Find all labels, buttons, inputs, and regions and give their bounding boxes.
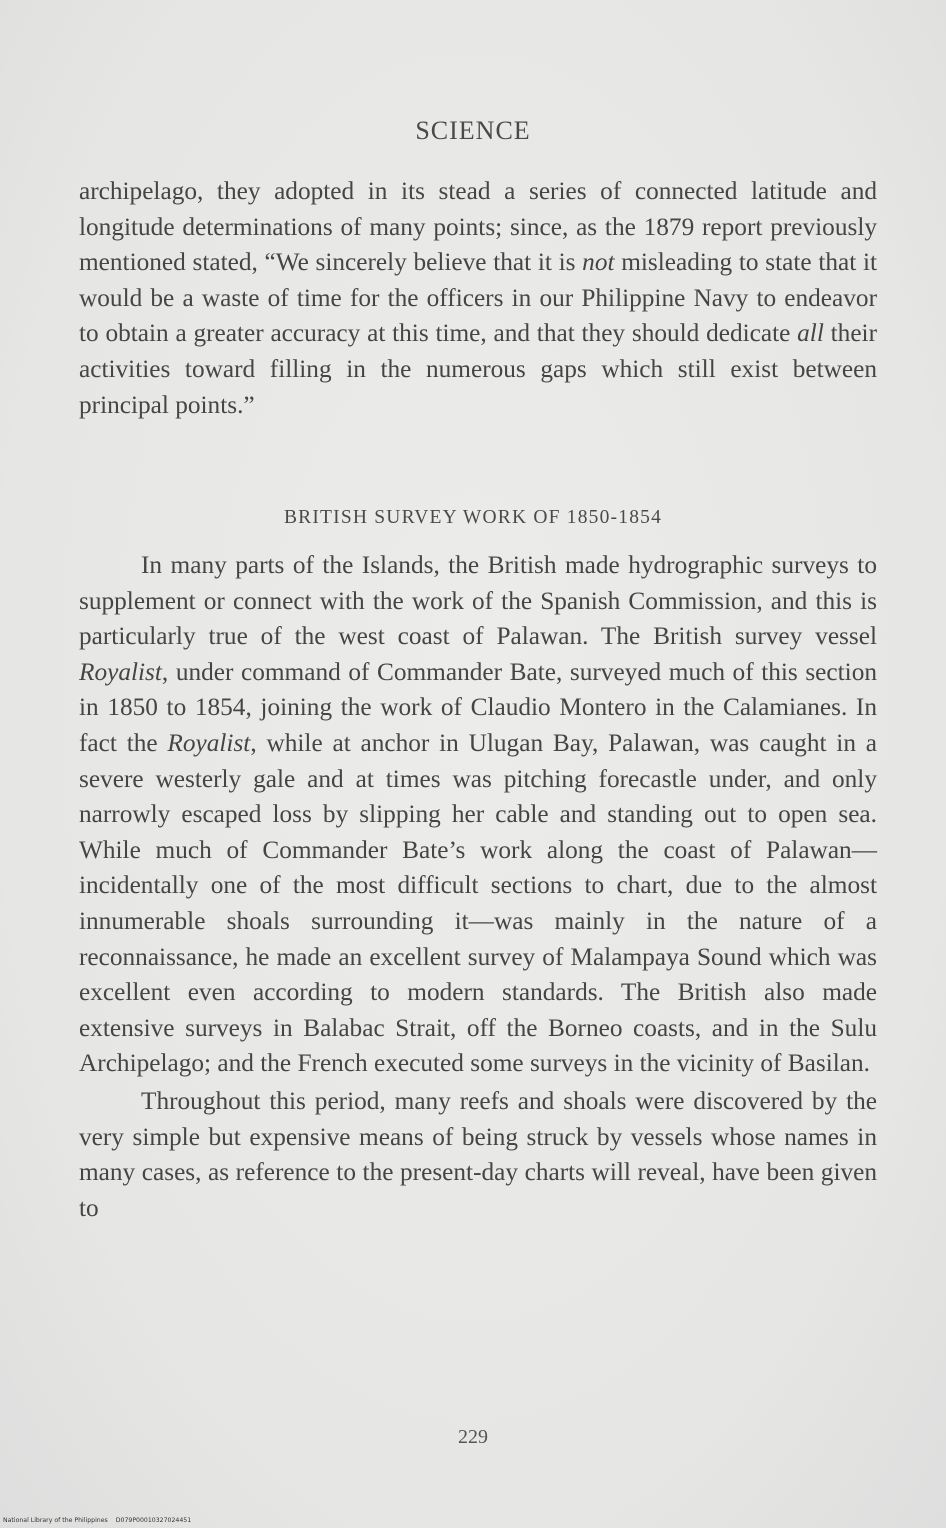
section-heading: BRITISH SURVEY WORK OF 1850-1854 — [283, 507, 663, 528]
paragraph-1-text-a: archipelago, they adopted in its stead a series of connected latitude and longitude determinations of many points; since, as the 1879 report previously mentioned stated, “We sincerely believe that it is — [79, 177, 877, 277]
paragraph-1 — [79, 174, 877, 423]
paragraph-2-text-a: In many parts of the Islands, the British made hydrographic surveys to supplement or connect with the work of the Spanish Commission, and this is particularly true of the west coast of Palawan. The British survey vessel — [79, 551, 877, 651]
paragraph-2-text-c: , under command of Commander Bate, surveyed much of this section in 1850 to 1854, joining the work of Claudio Montero in the Calamianes. In fact the — [79, 657, 877, 757]
paragraph-1-text-c: misleading to state that it would be a waste of time for the officers in our Philippine Navy to endeavor to obtain a greater accuracy at this time, and that they should dedicate — [79, 248, 877, 348]
paragraph-1-text-e: their activities toward filling in the numerous gaps which still exist between principal points.” — [79, 319, 877, 419]
ship-name-royalist: Royalist — [79, 657, 162, 686]
paragraph-2-text-e: , while at anchor in Ulugan Bay, Palawan, was caught in a severe westerly gale and at times was pitching forecastle under, and only narrowly escaped loss by slipping her cable and standing out to open sea. While much of Commander Bate’s work along the coast of Palawan—incidentally one of the most difficult sections to chart, due to the almost innumerable shoals surrounding it—was mainly in the nature of a reconnaissance, he made an excellent survey of Malampaya Sound which was excellent even according to modern standards. The British also made extensive surveys in Balabac Strait, off the Borneo coasts, and in the Sulu Archipelago; and the French executed some surveys in the vicinity of Basilan. — [79, 728, 878, 1078]
paragraph-continued — [79, 174, 877, 423]
library-credit: National Library of the Philippines — [3, 1517, 108, 1524]
running-title: SCIENCE — [415, 116, 531, 145]
paragraph-3: Throughout this period, many reefs and shoals were discovered by the very simple but expensive means of being struck by vessels whose names in many cases, as reference to the present-day charts will reveal, have been given to — [79, 1086, 877, 1222]
scan-identifier: D079P00010327024451 — [115, 1517, 192, 1524]
section-body — [79, 548, 877, 1226]
page-number: 229 — [458, 1426, 488, 1448]
ship-name-royalist-2: Royalist — [167, 728, 251, 757]
emphasis-all: all — [797, 319, 824, 348]
paragraph-2 — [79, 548, 877, 1082]
scan-credit — [3, 1517, 199, 1524]
emphasis-not: not — [582, 248, 615, 277]
